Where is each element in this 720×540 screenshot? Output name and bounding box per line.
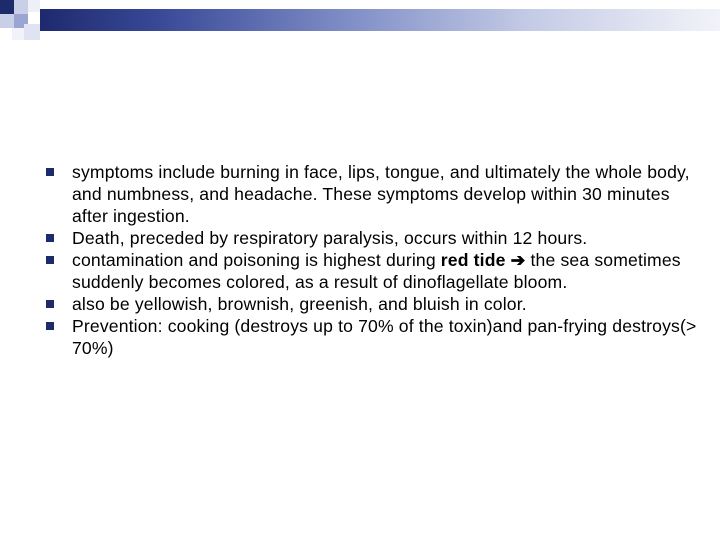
bullet-text: contamination and poisoning is highest during: [72, 250, 441, 270]
header-gradient-bar: [40, 9, 720, 31]
decor-square: [12, 28, 24, 40]
bullet-text: Death, preceded by respiratory paralysis, occurs within 12 hours.: [72, 228, 588, 248]
decor-square: [24, 24, 40, 40]
square-bullet-icon: [46, 300, 54, 308]
bullet-item: [46, 293, 710, 315]
square-bullet-icon: [46, 234, 54, 242]
bullet-list: [46, 161, 710, 359]
bullet-text: also be yellowish, brownish, greenish, and bluish in color.: [72, 294, 527, 314]
decor-square: [28, 0, 40, 12]
square-bullet-icon: [46, 168, 54, 176]
arrow-right-icon: ➔: [505, 250, 526, 270]
decor-square: [14, 0, 28, 14]
bullet-text: symptoms include burning in face, lips, tongue, and ultimately the whole body, and numbness, and headache. These symptoms develop within 30 minutes after ingestion.: [72, 162, 690, 226]
bullet-item: [46, 227, 710, 249]
square-bullet-icon: [46, 256, 54, 264]
bullet-text: the sea sometimes suddenly becomes colored, as a result of dinoflagellate bloom.: [72, 250, 681, 292]
bullet-item: [46, 249, 710, 293]
decor-square: [0, 14, 14, 28]
square-bullet-icon: [46, 322, 54, 330]
bullet-text: Prevention: cooking (destroys up to 70% of the toxin)and pan-frying destroys(> 70%): [72, 316, 697, 358]
decor-square: [0, 0, 14, 14]
bullet-item: [46, 315, 710, 359]
bold-term: red tide: [440, 250, 506, 270]
bullet-item: [46, 161, 710, 227]
